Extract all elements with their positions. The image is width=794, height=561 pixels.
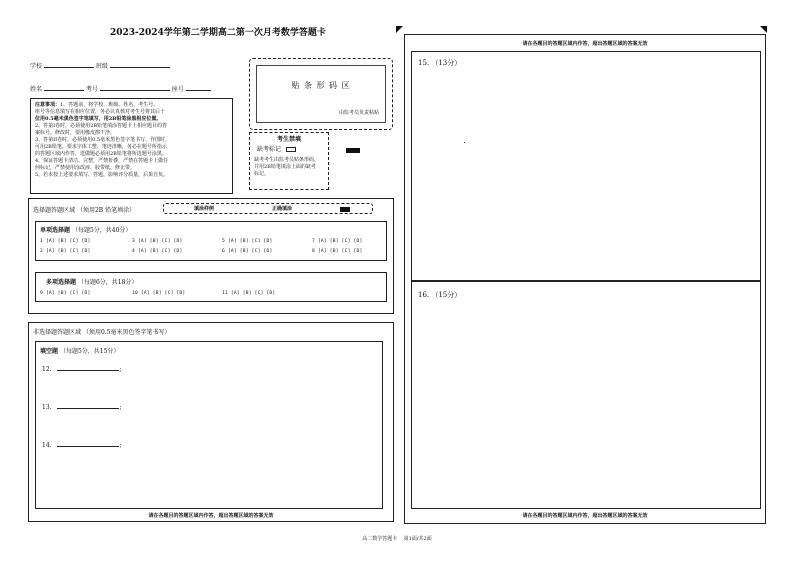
answer-options[interactable]: [A] [B] [C] [D]	[317, 249, 363, 254]
warning-text: 请在各题目的答题区域内作答，超出答题区域的答案无效	[148, 513, 274, 519]
notice-line: 案标号，修改时，要用橡皮擦干净。	[35, 130, 116, 136]
notice-text	[35, 102, 228, 179]
notice-line: 座号等信息填写在相应位置，务必认真核对考生号将其后十	[35, 109, 166, 115]
notice-line: 的答题区域内作答，选做题必须用2B铅笔将所选题号涂黑。	[35, 151, 167, 157]
correct-fill-sample	[340, 207, 350, 212]
seat-field[interactable]	[186, 90, 211, 91]
answer-row[interactable]	[312, 249, 362, 254]
answer-row[interactable]	[222, 291, 275, 296]
single-choice-box	[35, 221, 387, 261]
choice-region	[28, 198, 394, 314]
warning-text: 请在各题目的答题区域内作答，超出答题区域的答案无效	[522, 41, 648, 47]
multi-choice-title: 多项选择题	[46, 279, 77, 286]
absent-label: 缺考标记	[257, 146, 282, 153]
blank-item: 12. ;	[42, 366, 122, 373]
absent-desc-line: 并用2B铅笔填涂上面的缺考	[254, 164, 316, 170]
fill-blank-box	[35, 341, 383, 509]
notice-heading: 注意事项：	[35, 102, 61, 108]
absent-desc	[254, 157, 330, 178]
question-number: 2	[40, 249, 43, 254]
answer-row[interactable]	[222, 239, 272, 244]
blank-item: 13. ;	[42, 404, 122, 411]
q15-box[interactable]	[411, 51, 761, 281]
page-footer: 高二数学答题卡 第1面/共2面	[362, 536, 432, 542]
multi-choice-score: （每题6分，共18分）	[77, 279, 138, 286]
fill-blank-title: 填空题	[40, 348, 59, 355]
choice-note: （须用2B 铅笔填涂）	[76, 207, 136, 214]
barcode-area	[249, 58, 393, 130]
corner-marker-right	[760, 26, 767, 33]
barcode-title: 贴 条 形 码 区	[291, 81, 351, 90]
name-field[interactable]	[44, 90, 84, 91]
choice-title: 选择题答题区域	[33, 207, 76, 214]
blank-answer-field[interactable]	[57, 408, 119, 409]
notice-line: 1、答题前，将学校、班级、姓名、考生号、	[60, 102, 159, 108]
answer-options[interactable]: [A] [B] [C] [D]	[137, 239, 183, 244]
answer-options[interactable]: [A] [B] [C] [D]	[140, 291, 186, 296]
absent-label-row	[257, 146, 296, 154]
answer-options[interactable]: [A] [B] [C] [D]	[45, 291, 91, 296]
notice-line: 3、答第II卷时，必须使用0.5毫米黑色签字笔书写，作图时，	[35, 137, 171, 143]
q15-label: 15. （13分）	[418, 59, 462, 67]
blank-item: 14. ;	[42, 442, 122, 449]
single-choice-score: （每题5分，共40分）	[71, 227, 132, 234]
question-number: 4	[132, 249, 135, 254]
answer-row[interactable]	[132, 239, 182, 244]
question-number: 1	[40, 239, 43, 244]
corner-marker-left	[396, 26, 403, 33]
class-label: 班级	[95, 63, 108, 70]
answer-options[interactable]: [A] [B] [C] [D]	[227, 239, 273, 244]
absent-desc-line: 缺考考生由监考员贴条形码，	[254, 157, 320, 163]
correct-fill-mark	[346, 148, 360, 153]
exam-no-label: 考号	[85, 86, 98, 93]
absent-desc-line: 标记。	[254, 171, 270, 177]
answer-row[interactable]	[40, 239, 90, 244]
question-number: 7	[312, 239, 315, 244]
dot	[464, 142, 465, 143]
single-choice-title-row	[40, 225, 131, 234]
notice-line: 2、答第I卷时，必须使用2B铅笔填涂答题卡上相应题目的答	[35, 123, 168, 129]
question-number: 3	[132, 239, 135, 244]
choice-title-row	[33, 205, 135, 214]
name-label: 姓名	[30, 86, 43, 93]
blank-number: 13.	[42, 404, 52, 411]
question-number: 9	[40, 291, 43, 296]
fill-example-label: 填涂样例	[194, 206, 215, 212]
fill-blank-title-row	[40, 346, 119, 355]
answer-row[interactable]	[40, 291, 90, 296]
notice-line: 可用2B铅笔，要求字体工整、笔迹清晰，务必在题号所指示	[35, 144, 167, 150]
student-info-row2	[30, 86, 245, 94]
absent-title: 考生禁填	[276, 136, 301, 143]
answer-row[interactable]	[40, 249, 90, 254]
nonchoice-note: （须用0.5毫米黑色签字笔书写）	[82, 329, 171, 336]
single-choice-title: 单项选择题	[40, 227, 71, 234]
school-label: 学校	[30, 63, 43, 70]
notice-line: 4、保证答题卡清洁、完整，严禁折叠，严禁在答题卡上做任	[35, 158, 169, 164]
school-field[interactable]	[44, 67, 94, 68]
blank-answer-field[interactable]	[57, 446, 119, 447]
blank-answer-field[interactable]	[57, 370, 119, 371]
answer-row[interactable]	[222, 249, 272, 254]
nonchoice-title: 非选择题答题区域	[33, 329, 82, 336]
seat-label: 座号	[171, 86, 184, 93]
answer-options[interactable]: [A] [B] [C] [D]	[45, 239, 91, 244]
correct-fill-label: 正确填涂	[272, 206, 293, 212]
nonchoice-region	[28, 322, 394, 522]
absent-box	[249, 132, 329, 190]
notice-line: 5、若未按上述要求填写、答题，影响评分质量，后果自负。	[35, 172, 169, 178]
nonchoice-title-row	[33, 327, 170, 336]
right-region	[404, 34, 766, 524]
answer-row[interactable]	[312, 239, 362, 244]
answer-options[interactable]: [A] [B] [C] [D]	[230, 291, 276, 296]
blank-number: 12.	[42, 366, 52, 373]
answer-options[interactable]: [A] [B] [C] [D]	[227, 249, 273, 254]
question-number: 10	[132, 291, 138, 296]
answer-options[interactable]: [A] [B] [C] [D]	[45, 249, 91, 254]
notice-line: 位用0.5毫米黑色签字笔填写，用2B铅笔涂黑相应位置。	[35, 116, 162, 122]
absent-checkbox[interactable]	[286, 147, 296, 152]
q16-label: 16. （15分）	[418, 291, 462, 299]
answer-options[interactable]: [A] [B] [C] [D]	[137, 249, 183, 254]
q16-box[interactable]	[411, 281, 761, 509]
notice-box	[30, 98, 233, 194]
answer-row[interactable]	[132, 249, 182, 254]
class-field[interactable]	[110, 67, 170, 68]
multi-choice-title-row	[46, 277, 137, 286]
barcode-note: 由监考员负责粘贴	[338, 110, 379, 116]
question-number: 8	[312, 249, 315, 254]
multi-choice-box	[35, 272, 387, 302]
question-number: 11	[222, 291, 228, 296]
fill-blank-score: （每题5分，共15分）	[59, 348, 120, 355]
question-number: 5	[222, 239, 225, 244]
notice-line: 何标记，严禁使用涂改液、胶带纸、修正带。	[35, 165, 136, 171]
answer-row[interactable]	[132, 291, 185, 296]
warning-text: 请在各题目的答题区域内作答，超出答题区域的答案无效	[522, 513, 648, 519]
answer-options[interactable]: [A] [B] [C] [D]	[317, 239, 363, 244]
question-number: 6	[222, 249, 225, 254]
fill-example-box	[163, 203, 373, 214]
page-title: 2023-2024学年第二学期高二第一次月考数学答题卡	[110, 28, 326, 38]
student-info	[30, 63, 245, 71]
blank-number: 14.	[42, 442, 52, 449]
barcode-inner	[256, 65, 386, 123]
exam-no-field[interactable]	[100, 90, 170, 91]
